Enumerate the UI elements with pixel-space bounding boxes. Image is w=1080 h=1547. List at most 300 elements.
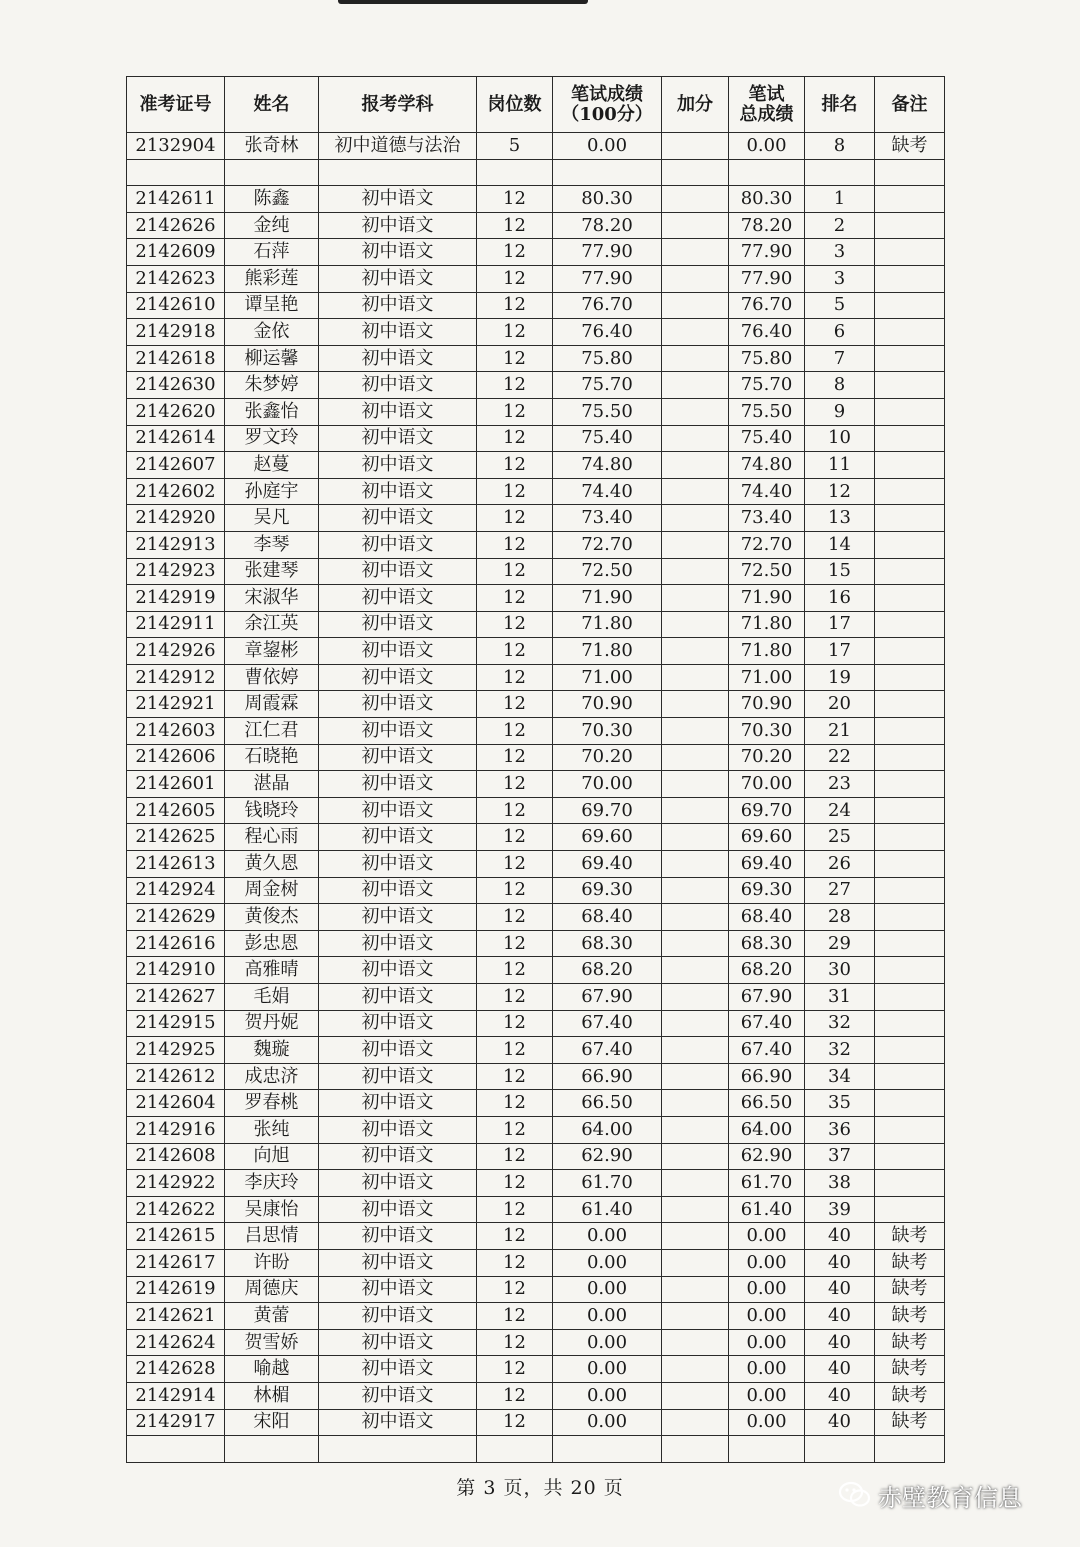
table-cell: 初中语文 xyxy=(319,1303,477,1330)
table-cell xyxy=(875,1063,945,1090)
table-cell: 13 xyxy=(805,505,875,532)
table-cell: 12 xyxy=(477,930,553,957)
table-cell: 缺考 xyxy=(875,1409,945,1436)
table-cell: 30 xyxy=(805,957,875,984)
table-cell: 20 xyxy=(805,691,875,718)
table-cell: 66.50 xyxy=(729,1090,805,1117)
table-cell: 熊彩莲 xyxy=(225,265,319,292)
table-cell: 69.40 xyxy=(729,851,805,878)
table-row xyxy=(127,1409,945,1436)
table-cell: 12 xyxy=(805,478,875,505)
table-cell: 曹依婷 xyxy=(225,664,319,691)
table-row xyxy=(127,292,945,319)
table-cell: 2142617 xyxy=(127,1249,225,1276)
table-cell: 77.90 xyxy=(553,239,662,266)
table-cell: 72.50 xyxy=(553,558,662,585)
table-cell: 12 xyxy=(477,797,553,824)
table-cell xyxy=(225,1436,319,1463)
table-cell: 76.40 xyxy=(729,319,805,346)
table-cell: 12 xyxy=(477,239,553,266)
table-cell: 0.00 xyxy=(553,1223,662,1250)
table-cell: 初中语文 xyxy=(319,558,477,585)
table-cell: 77.90 xyxy=(553,265,662,292)
table-cell xyxy=(875,319,945,346)
table-cell: 0.00 xyxy=(553,1249,662,1276)
table-cell: 77.90 xyxy=(729,239,805,266)
table-cell: 12 xyxy=(477,1409,553,1436)
table-cell: 74.40 xyxy=(729,478,805,505)
table-cell xyxy=(319,159,477,186)
table-cell: 75.80 xyxy=(553,345,662,372)
table-cell xyxy=(319,1436,477,1463)
table-cell: 2142610 xyxy=(127,292,225,319)
table-cell: 12 xyxy=(477,1303,553,1330)
table-cell xyxy=(127,1436,225,1463)
table-cell: 17 xyxy=(805,638,875,665)
table-cell: 2142615 xyxy=(127,1223,225,1250)
table-cell xyxy=(662,558,729,585)
table-row xyxy=(127,797,945,824)
table-cell: 缺考 xyxy=(875,1356,945,1383)
table-cell: 2142620 xyxy=(127,398,225,425)
table-row xyxy=(127,1382,945,1409)
table-cell: 陈鑫 xyxy=(225,186,319,213)
table-row xyxy=(127,691,945,718)
table-row xyxy=(127,319,945,346)
table-cell xyxy=(662,1356,729,1383)
table-cell: 73.40 xyxy=(729,505,805,532)
table-cell: 成忠济 xyxy=(225,1063,319,1090)
table-cell: 张纯 xyxy=(225,1116,319,1143)
table-cell: 初中语文 xyxy=(319,1170,477,1197)
table-cell: 2142911 xyxy=(127,611,225,638)
table-cell xyxy=(875,186,945,213)
table-cell xyxy=(662,1010,729,1037)
table-cell: 张建琴 xyxy=(225,558,319,585)
table-cell: 12 xyxy=(477,638,553,665)
table-cell: 12 xyxy=(477,718,553,745)
table-cell xyxy=(662,1276,729,1303)
table-cell: 76.70 xyxy=(553,292,662,319)
table-cell xyxy=(553,159,662,186)
table-cell: 高雅晴 xyxy=(225,957,319,984)
column-header: 排名 xyxy=(805,77,875,133)
table-cell: 黄蕾 xyxy=(225,1303,319,1330)
table-row xyxy=(127,1116,945,1143)
table-cell: 2142609 xyxy=(127,239,225,266)
table-cell: 章鋆彬 xyxy=(225,638,319,665)
table-cell: 黄俊杰 xyxy=(225,904,319,931)
table-row xyxy=(127,585,945,612)
table-cell: 2142922 xyxy=(127,1170,225,1197)
table-cell: 67.40 xyxy=(553,1037,662,1064)
table-row xyxy=(127,904,945,931)
table-cell: 0.00 xyxy=(729,1223,805,1250)
table-cell: 12 xyxy=(477,984,553,1011)
table-cell: 2142626 xyxy=(127,212,225,239)
table-cell: 初中语文 xyxy=(319,691,477,718)
table-cell xyxy=(875,1143,945,1170)
table-cell xyxy=(662,824,729,851)
table-cell xyxy=(662,1170,729,1197)
table-cell: 12 xyxy=(477,1249,553,1276)
table-row xyxy=(127,877,945,904)
table-cell: 40 xyxy=(805,1356,875,1383)
table-cell: 69.60 xyxy=(729,824,805,851)
table-cell: 3 xyxy=(805,265,875,292)
table-cell: 彭忠恩 xyxy=(225,930,319,957)
table-row xyxy=(127,1090,945,1117)
table-cell: 余江英 xyxy=(225,611,319,638)
table-cell: 28 xyxy=(805,904,875,931)
table-cell: 程心雨 xyxy=(225,824,319,851)
table-cell: 2142910 xyxy=(127,957,225,984)
table-cell: 12 xyxy=(477,1010,553,1037)
table-cell: 初中语文 xyxy=(319,452,477,479)
table-cell: 69.70 xyxy=(553,797,662,824)
table-cell: 32 xyxy=(805,1010,875,1037)
table-cell: 68.30 xyxy=(729,930,805,957)
table-cell: 初中语文 xyxy=(319,425,477,452)
table-cell: 74.80 xyxy=(729,452,805,479)
table-cell xyxy=(662,664,729,691)
table-row xyxy=(127,984,945,1011)
table-cell xyxy=(662,904,729,931)
table-cell: 初中语文 xyxy=(319,319,477,346)
table-cell xyxy=(662,133,729,160)
table-cell: 初中语文 xyxy=(319,957,477,984)
table-cell: 林楣 xyxy=(225,1382,319,1409)
table-row xyxy=(127,265,945,292)
table-cell: 75.40 xyxy=(553,425,662,452)
table-cell: 12 xyxy=(477,372,553,399)
table-cell xyxy=(662,265,729,292)
table-cell xyxy=(875,398,945,425)
table-cell: 34 xyxy=(805,1063,875,1090)
table-row xyxy=(127,1170,945,1197)
table-row xyxy=(127,1063,945,1090)
table-cell xyxy=(477,1436,553,1463)
table-cell: 75.70 xyxy=(729,372,805,399)
table-cell: 2142630 xyxy=(127,372,225,399)
table-cell: 62.90 xyxy=(553,1143,662,1170)
table-cell xyxy=(875,478,945,505)
table-cell: 31 xyxy=(805,984,875,1011)
table-cell xyxy=(875,1090,945,1117)
table-cell xyxy=(662,744,729,771)
table-cell: 初中语文 xyxy=(319,505,477,532)
table-cell: 70.90 xyxy=(729,691,805,718)
table-cell: 2142601 xyxy=(127,771,225,798)
table-cell: 2142629 xyxy=(127,904,225,931)
table-cell xyxy=(875,957,945,984)
table-cell: 李庆玲 xyxy=(225,1170,319,1197)
table-cell: 12 xyxy=(477,186,553,213)
table-cell: 22 xyxy=(805,744,875,771)
table-cell xyxy=(662,718,729,745)
table-cell xyxy=(662,1063,729,1090)
table-cell: 40 xyxy=(805,1223,875,1250)
table-cell xyxy=(662,1143,729,1170)
table-cell: 初中语文 xyxy=(319,984,477,1011)
table-cell: 12 xyxy=(477,1143,553,1170)
table-cell: 0.00 xyxy=(553,133,662,160)
column-header: 加分 xyxy=(662,77,729,133)
table-cell: 毛娟 xyxy=(225,984,319,1011)
table-cell: 石晓艳 xyxy=(225,744,319,771)
table-cell: 61.70 xyxy=(729,1170,805,1197)
table-cell: 67.40 xyxy=(553,1010,662,1037)
table-cell: 21 xyxy=(805,718,875,745)
table-cell: 初中道德与法治 xyxy=(319,133,477,160)
table-cell xyxy=(662,1303,729,1330)
table-cell xyxy=(875,1010,945,1037)
table-cell xyxy=(875,664,945,691)
table-row xyxy=(127,1436,945,1463)
watermark xyxy=(838,1478,1022,1512)
table-cell: 12 xyxy=(477,1382,553,1409)
table-cell: 35 xyxy=(805,1090,875,1117)
table-cell: 71.00 xyxy=(729,664,805,691)
table-cell: 12 xyxy=(477,611,553,638)
table-cell: 40 xyxy=(805,1249,875,1276)
table-cell xyxy=(662,611,729,638)
table-cell: 初中语文 xyxy=(319,1143,477,1170)
table-cell: 缺考 xyxy=(875,1329,945,1356)
table-cell: 8 xyxy=(805,372,875,399)
table-row xyxy=(127,957,945,984)
table-cell xyxy=(662,1409,729,1436)
table-cell: 2142923 xyxy=(127,558,225,585)
table-row xyxy=(127,212,945,239)
table-cell: 32 xyxy=(805,1037,875,1064)
table-cell: 14 xyxy=(805,531,875,558)
table-cell xyxy=(662,159,729,186)
table-cell: 2142618 xyxy=(127,345,225,372)
table-cell: 12 xyxy=(477,585,553,612)
table-cell xyxy=(662,585,729,612)
table-cell xyxy=(662,984,729,1011)
table-cell: 12 xyxy=(477,691,553,718)
table-cell: 初中语文 xyxy=(319,851,477,878)
table-cell: 周德庆 xyxy=(225,1276,319,1303)
column-header: 姓名 xyxy=(225,77,319,133)
table-cell: 61.40 xyxy=(553,1196,662,1223)
table-cell: 12 xyxy=(477,212,553,239)
table-cell: 76.70 xyxy=(729,292,805,319)
table-cell xyxy=(875,1170,945,1197)
table-cell: 缺考 xyxy=(875,1249,945,1276)
table-cell: 61.70 xyxy=(553,1170,662,1197)
table-cell: 0.00 xyxy=(729,133,805,160)
table-cell xyxy=(875,930,945,957)
table-row xyxy=(127,1037,945,1064)
table-cell: 12 xyxy=(477,1090,553,1117)
column-header: 报考学科 xyxy=(319,77,477,133)
table-cell xyxy=(875,425,945,452)
table-cell xyxy=(662,186,729,213)
table-cell: 40 xyxy=(805,1409,875,1436)
table-cell: 0.00 xyxy=(729,1303,805,1330)
table-cell: 初中语文 xyxy=(319,1409,477,1436)
table-cell xyxy=(875,851,945,878)
table-cell xyxy=(875,611,945,638)
table-cell: 69.40 xyxy=(553,851,662,878)
table-cell: 72.50 xyxy=(729,558,805,585)
table-cell: 2142919 xyxy=(127,585,225,612)
table-cell: 0.00 xyxy=(729,1356,805,1383)
table-cell: 0.00 xyxy=(729,1249,805,1276)
table-cell xyxy=(662,877,729,904)
table-cell: 26 xyxy=(805,851,875,878)
table-cell xyxy=(662,797,729,824)
table-cell: 2142605 xyxy=(127,797,225,824)
table-cell: 2142604 xyxy=(127,1090,225,1117)
table-cell: 12 xyxy=(477,345,553,372)
table-cell xyxy=(662,1329,729,1356)
table-row xyxy=(127,505,945,532)
table-cell: 0.00 xyxy=(729,1409,805,1436)
table-cell: 初中语文 xyxy=(319,345,477,372)
table-row xyxy=(127,558,945,585)
table-cell: 2142926 xyxy=(127,638,225,665)
table-cell xyxy=(805,159,875,186)
score-table xyxy=(126,76,945,1463)
table-cell: 初中语文 xyxy=(319,718,477,745)
table-cell: 69.30 xyxy=(729,877,805,904)
table-cell: 73.40 xyxy=(553,505,662,532)
table-cell: 15 xyxy=(805,558,875,585)
table-row xyxy=(127,930,945,957)
table-cell: 12 xyxy=(477,1037,553,1064)
table-cell: 67.90 xyxy=(729,984,805,1011)
table-cell: 初中语文 xyxy=(319,611,477,638)
table-cell: 钱晓玲 xyxy=(225,797,319,824)
table-cell: 贺丹妮 xyxy=(225,1010,319,1037)
table-cell xyxy=(875,452,945,479)
table-cell: 初中语文 xyxy=(319,638,477,665)
table-cell: 70.00 xyxy=(553,771,662,798)
table-cell xyxy=(662,691,729,718)
table-cell xyxy=(662,345,729,372)
table-cell: 12 xyxy=(477,505,553,532)
page-number: 第 3 页，共 20 页 xyxy=(456,1477,624,1499)
table-cell: 2142915 xyxy=(127,1010,225,1037)
table-cell xyxy=(662,1436,729,1463)
table-cell: 10 xyxy=(805,425,875,452)
table-cell xyxy=(875,1116,945,1143)
table-row xyxy=(127,159,945,186)
table-cell: 0.00 xyxy=(553,1382,662,1409)
table-cell: 宋阳 xyxy=(225,1409,319,1436)
column-header: 准考证号 xyxy=(127,77,225,133)
table-cell: 40 xyxy=(805,1329,875,1356)
table-cell: 宋淑华 xyxy=(225,585,319,612)
table-cell: 2142613 xyxy=(127,851,225,878)
table-cell xyxy=(662,319,729,346)
table-cell: 12 xyxy=(477,1170,553,1197)
table-cell: 66.90 xyxy=(553,1063,662,1090)
table-row xyxy=(127,664,945,691)
table-cell: 初中语文 xyxy=(319,1249,477,1276)
table-cell: 80.30 xyxy=(553,186,662,213)
table-cell: 68.40 xyxy=(553,904,662,931)
table-cell xyxy=(662,1090,729,1117)
table-cell: 初中语文 xyxy=(319,1116,477,1143)
table-cell: 2142920 xyxy=(127,505,225,532)
table-cell xyxy=(875,585,945,612)
table-cell: 77.90 xyxy=(729,265,805,292)
table-cell: 贺雪娇 xyxy=(225,1329,319,1356)
table-cell: 72.70 xyxy=(553,531,662,558)
table-cell: 8 xyxy=(805,133,875,160)
table-cell: 张鑫怡 xyxy=(225,398,319,425)
table-cell: 70.20 xyxy=(729,744,805,771)
table-row xyxy=(127,1329,945,1356)
wechat-icon xyxy=(838,1480,872,1510)
table-cell: 70.20 xyxy=(553,744,662,771)
table-cell xyxy=(662,1037,729,1064)
table-cell: 71.90 xyxy=(553,585,662,612)
table-cell: 黄久恩 xyxy=(225,851,319,878)
column-header: 备注 xyxy=(875,77,945,133)
table-cell: 向旭 xyxy=(225,1143,319,1170)
table-cell: 初中语文 xyxy=(319,1090,477,1117)
table-cell: 69.30 xyxy=(553,877,662,904)
table-cell: 2142912 xyxy=(127,664,225,691)
table-cell: 2142917 xyxy=(127,1409,225,1436)
table-cell: 12 xyxy=(477,744,553,771)
table-cell: 缺考 xyxy=(875,133,945,160)
table-cell: 2142616 xyxy=(127,930,225,957)
table-cell: 68.30 xyxy=(553,930,662,957)
table-cell: 74.80 xyxy=(553,452,662,479)
table-cell: 2142916 xyxy=(127,1116,225,1143)
table-cell: 2142918 xyxy=(127,319,225,346)
table-row xyxy=(127,1196,945,1223)
table-cell: 朱梦婷 xyxy=(225,372,319,399)
table-cell: 78.20 xyxy=(553,212,662,239)
table-row xyxy=(127,531,945,558)
table-cell: 68.20 xyxy=(553,957,662,984)
table-cell: 38 xyxy=(805,1170,875,1197)
table-cell: 17 xyxy=(805,611,875,638)
table-cell: 39 xyxy=(805,1196,875,1223)
table-cell xyxy=(875,212,945,239)
table-cell: 12 xyxy=(477,1116,553,1143)
table-cell: 缺考 xyxy=(875,1223,945,1250)
table-cell: 40 xyxy=(805,1276,875,1303)
table-cell: 0.00 xyxy=(553,1356,662,1383)
column-header: 笔试 总成绩 xyxy=(729,77,805,133)
table-cell: 5 xyxy=(477,133,553,160)
table-cell: 71.80 xyxy=(553,611,662,638)
table-cell: 2142612 xyxy=(127,1063,225,1090)
table-row xyxy=(127,1010,945,1037)
table-row xyxy=(127,1249,945,1276)
table-row xyxy=(127,398,945,425)
table-cell xyxy=(662,372,729,399)
table-row xyxy=(127,851,945,878)
table-cell xyxy=(729,159,805,186)
table-cell xyxy=(875,239,945,266)
table-cell: 2142627 xyxy=(127,984,225,1011)
table-cell: 2142925 xyxy=(127,1037,225,1064)
table-cell xyxy=(662,930,729,957)
table-cell: 12 xyxy=(477,664,553,691)
table-cell: 初中语文 xyxy=(319,824,477,851)
table-row xyxy=(127,744,945,771)
